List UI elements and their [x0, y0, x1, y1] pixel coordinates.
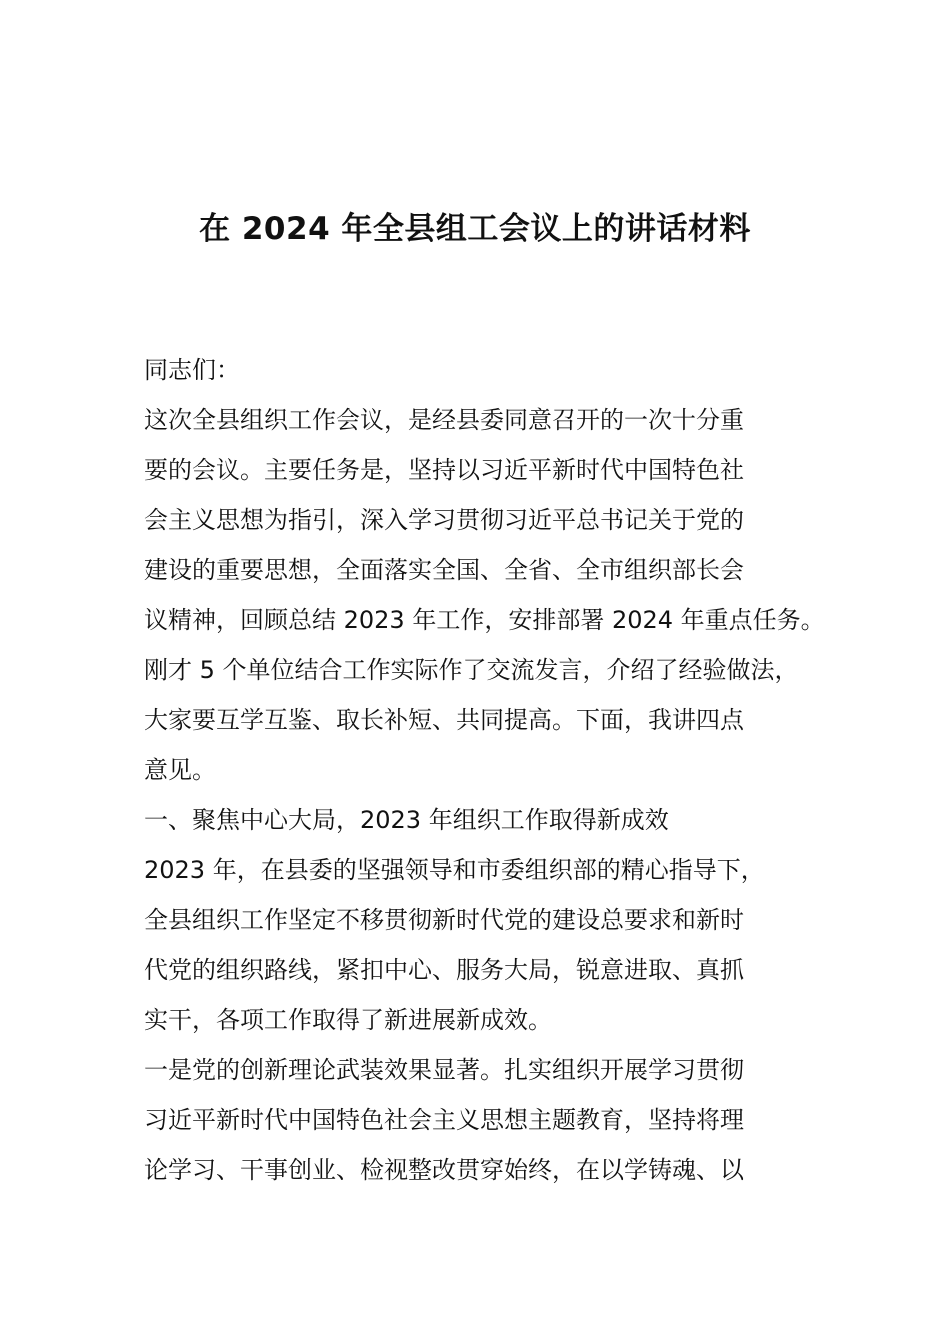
paragraph-line: 2023 年，在县委的坚强领导和市委组织部的精心指导下， — [144, 856, 765, 884]
paragraph-line: 意见。 — [144, 756, 216, 784]
section-heading: 一、聚焦中心大局，2023 年组织工作取得新成效 — [144, 806, 669, 834]
paragraph-line: 习近平新时代中国特色社会主义思想主题教育，坚持将理 — [144, 1106, 744, 1134]
paragraph-line: 全县组织工作坚定不移贯彻新时代党的建设总要求和新时 — [144, 906, 744, 934]
paragraph-line: 一是党的创新理论武装效果显著。扎实组织开展学习贯彻 — [144, 1056, 744, 1084]
document-title: 在 2024 年全县组工会议上的讲话材料 — [199, 211, 751, 247]
salutation-line: 同志们： — [144, 356, 240, 384]
paragraph-line: 这次全县组织工作会议，是经县委同意召开的一次十分重 — [144, 406, 744, 434]
paragraph-line: 建设的重要思想，全面落实全国、全省、全市组织部长会 — [144, 556, 744, 584]
paragraph-line: 议精神，回顾总结 2023 年工作，安排部署 2024 年重点任务。 — [144, 606, 825, 634]
document-body — [144, 345, 844, 1195]
paragraph-line: 大家要互学互鉴、取长补短、共同提高。下面，我讲四点 — [144, 706, 744, 734]
paragraph-line: 刚才 5 个单位结合工作实际作了交流发言，介绍了经验做法， — [144, 656, 799, 684]
paragraph-line: 会主义思想为指引，深入学习贯彻习近平总书记关于党的 — [144, 506, 744, 534]
paragraph-line: 实干，各项工作取得了新进展新成效。 — [144, 1006, 552, 1034]
paragraph-line: 论学习、干事创业、检视整改贯穿始终，在以学铸魂、以 — [144, 1156, 744, 1184]
paragraph-line: 代党的组织路线，紧扣中心、服务大局，锐意进取、真抓 — [144, 956, 744, 984]
paragraph-line: 要的会议。主要任务是，坚持以习近平新时代中国特色社 — [144, 456, 744, 484]
